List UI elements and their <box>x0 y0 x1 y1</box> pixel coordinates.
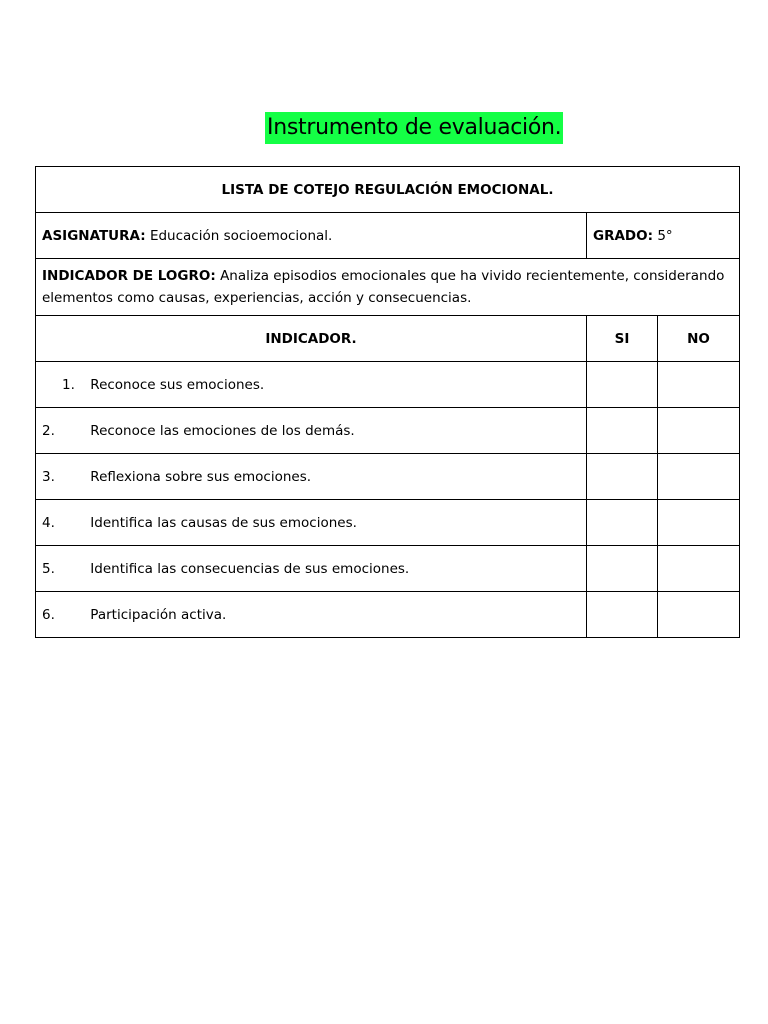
indicator-text: Identifica las consecuencias de sus emociones. <box>90 560 410 577</box>
grado-value: 5° <box>657 227 673 244</box>
grado-cell <box>587 213 740 259</box>
grado-label: GRADO: <box>593 227 654 244</box>
indicator-text: Reconoce sus emociones. <box>90 376 265 393</box>
indicator-number: 6. <box>42 606 55 623</box>
table-row <box>36 362 740 408</box>
indicator-text: Identifica las causas de sus emociones. <box>90 514 357 531</box>
indicator-text: Participación activa. <box>90 606 227 623</box>
table-heading-row <box>36 167 740 213</box>
indicator-cell <box>36 454 587 500</box>
indicador-logro-row <box>36 259 740 316</box>
indicator-text: Reflexiona sobre sus emociones. <box>90 468 312 485</box>
document-title: Instrumento de evaluación. <box>267 115 562 140</box>
indicator-number: 3. <box>42 468 55 485</box>
indicador-logro-label: INDICADOR DE LOGRO: <box>42 268 216 284</box>
table-row <box>36 408 740 454</box>
si-checkbox-cell[interactable] <box>587 408 658 454</box>
table-heading: LISTA DE COTEJO REGULACIÓN EMOCIONAL. <box>36 167 740 213</box>
indicator-cell <box>36 546 587 592</box>
asignatura-value: Educación socioemocional. <box>149 227 333 244</box>
column-header-indicador: INDICADOR. <box>36 316 587 362</box>
asignatura-row <box>36 213 740 259</box>
si-checkbox-cell[interactable] <box>587 546 658 592</box>
indicator-cell <box>36 592 587 638</box>
indicador-logro-cell <box>36 259 740 316</box>
si-checkbox-cell[interactable] <box>587 592 658 638</box>
indicator-text: Reconoce las emociones de los demás. <box>90 422 355 439</box>
indicator-cell <box>36 408 587 454</box>
no-checkbox-cell[interactable] <box>658 592 740 638</box>
indicator-cell <box>36 500 587 546</box>
table-row <box>36 500 740 546</box>
indicator-number: 5. <box>42 560 55 577</box>
asignatura-cell <box>36 213 587 259</box>
column-header-si: SI <box>587 316 658 362</box>
indicator-cell <box>36 362 587 408</box>
indicator-number: 2. <box>42 422 55 439</box>
si-checkbox-cell[interactable] <box>587 362 658 408</box>
asignatura-label: ASIGNATURA: <box>42 227 146 244</box>
indicador-logro-value: Analiza episodios emocionales que ha vivido recientemente, considerando elementos como causas, experiencias, acción y consecuencias. <box>42 268 725 306</box>
no-checkbox-cell[interactable] <box>658 546 740 592</box>
no-checkbox-cell[interactable] <box>658 454 740 500</box>
indicator-number: 1. <box>62 376 75 393</box>
column-header-no: NO <box>658 316 740 362</box>
document-title-highlight <box>265 112 563 144</box>
si-checkbox-cell[interactable] <box>587 500 658 546</box>
table-row <box>36 454 740 500</box>
no-checkbox-cell[interactable] <box>658 408 740 454</box>
table-row <box>36 546 740 592</box>
checklist-table <box>35 166 740 638</box>
column-header-row <box>36 316 740 362</box>
si-checkbox-cell[interactable] <box>587 454 658 500</box>
indicator-number: 4. <box>42 514 55 531</box>
no-checkbox-cell[interactable] <box>658 362 740 408</box>
table-row <box>36 592 740 638</box>
no-checkbox-cell[interactable] <box>658 500 740 546</box>
